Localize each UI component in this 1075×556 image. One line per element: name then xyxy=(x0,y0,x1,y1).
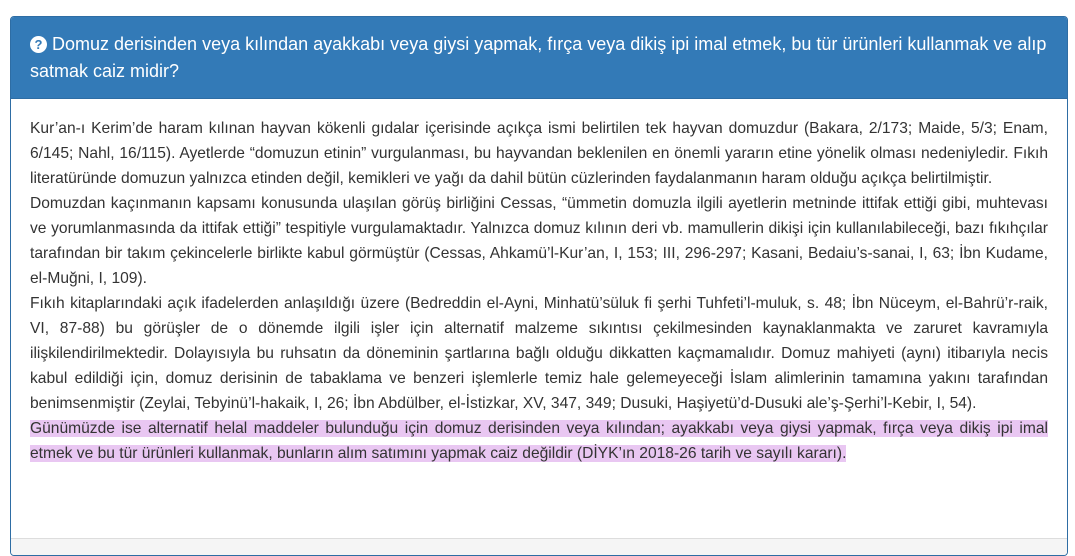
question-panel xyxy=(10,16,1068,556)
answer-paragraph-2: Domuzdan kaçınmanın kapsamı konusunda ulaşılan görüş birliğini Cessas, “ümmetin domuzla ilgili ayetlerin metninde ittifak ettiği gibi, muhtevası ve yorumlanmasında da ittifak ettiği” tespitiyle vurgulamaktadır. Yalnızca domuz kılının deri vb. mamullerin dikişi için kullanılabileceği, bazı fıkıhçılar tarafından bir takım çekincelerle birlikte kabul görmüştür (Cessas, Ahkamü’l-Kur’an, I, 153; III, 296-297; Kasani, Bedaiu’s-sanai, I, 63; İbn Kudame, el-Muğni, I, 109). xyxy=(30,195,1048,287)
answer-paragraph-3: Fıkıh kitaplarındaki açık ifadelerden anlaşıldığı üzere (Bedreddin el-Ayni, Minhatü’süluk fi şerhi Tuhfeti’l-muluk, s. 48; İbn Nüceym, el-Bahrü’r-raik, VI, 87-88) bu görüşler de o dönemde ilgili işler için alternatif malzeme sıkıntısı çekilmesinden kaynaklanmakta ve zaruret kavramıyla ilişkilendirilmektedir. Dolayısıyla bu ruhsatın da döneminin şartlarına bağlı olduğu dikkatten kaçmamalıdır. Domuz mahiyeti (aynı) itibarıyla necis kabul edildiği için, domuz derisinin de tabaklama ve benzeri işlemlerle temiz hale gelemeyeceği İslam alimlerinin tamamına yakını tarafından benimsenmiştir (Zeylai, Tebyinü’l-hakaik, I, 26; İbn Abdülber, el-İstizkar, XV, 347, 349; Dusuki, Haşiyetü’d-Dusuki ale’ş-Şerhi’l-Kebir, I, 54). xyxy=(30,295,1048,412)
question-circle-icon: ? xyxy=(30,36,47,53)
question-heading xyxy=(11,17,1067,99)
answer-conclusion xyxy=(30,416,1048,466)
answer-paragraph-1: Kur’an-ı Kerim’de haram kılınan hayvan kökenli gıdalar içerisinde açıkça ismi belirtilen tek hayvan domuzdur (Bakara, 2/173; Maide, 5/3; Enam, 6/145; Nahl, 16/115). Ayetlerde “domuzun etinin” vurgulanması, bu hayvandan beklenilen en önemli yararın etine yönelik olması nedeniyledir. Fıkıh literatüründe domuzun yalnızca etinden değil, kemikleri ve yağı da dahil bütün cüzlerinden faydalanmanın haram olduğu açıkça belirtilmiştir. xyxy=(30,120,1048,187)
highlighted-conclusion: Günümüzde ise alternatif helal maddeler bulunduğu için domuz derisinden veya kılından; ayakkabı veya giysi yapmak, fırça veya dikiş ipi imal etmek ve bu tür ürünleri kullanmak, bunların alım satımını yapmak caiz değildir (DİYK’ın 2018-26 tarih ve sayılı kararı). xyxy=(30,420,1048,462)
answer-body xyxy=(11,99,1067,466)
question-title: Domuz derisinden veya kılından ayakkabı veya giysi yapmak, fırça veya dikiş ipi imal etmek, bu tür ürünleri kullanmak ve alıp satmak caiz midir? xyxy=(30,34,1047,81)
